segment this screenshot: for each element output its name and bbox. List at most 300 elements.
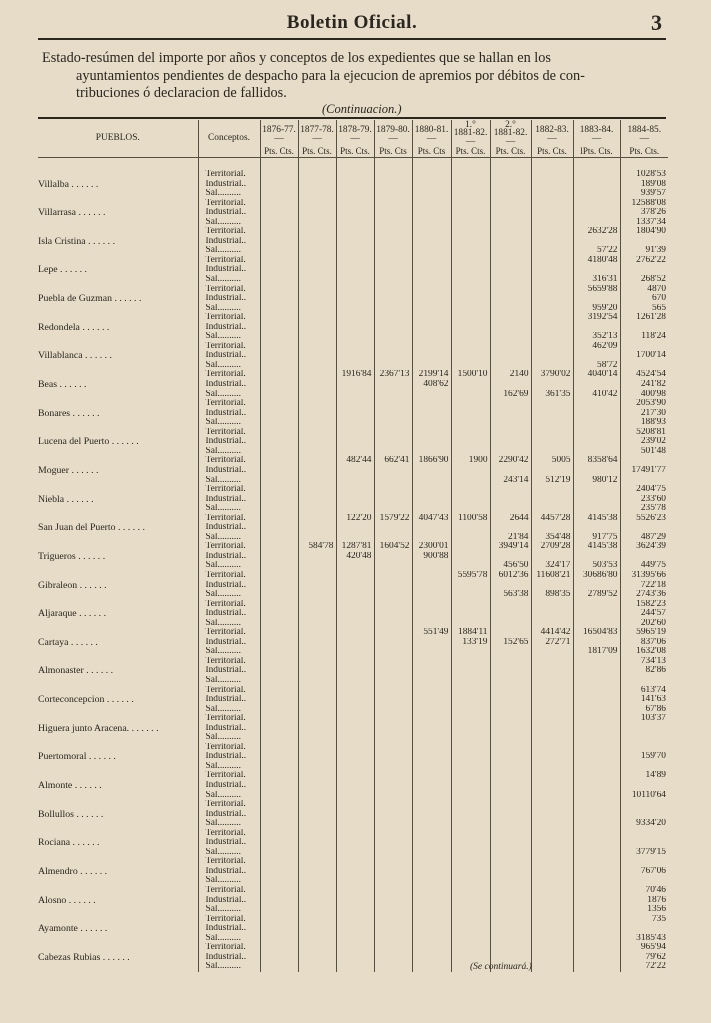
- intro-paragraph: [42, 50, 668, 103]
- town-name: [38, 590, 198, 600]
- town-name: [38, 523, 198, 533]
- concept-label: Industrial..: [198, 294, 260, 304]
- amount-cell: [336, 829, 374, 839]
- amount-cell: [451, 361, 490, 371]
- amount-cell: [298, 838, 336, 848]
- amount-cell: 900'88: [412, 552, 451, 562]
- amount-cell: [298, 265, 336, 275]
- amount-cell: [260, 380, 298, 390]
- amount-cell: [260, 705, 298, 715]
- amount-cell: 8358'64: [573, 456, 620, 466]
- concept-label: Territorial.: [198, 714, 260, 724]
- amount-cell: [336, 208, 374, 218]
- amount-cell: 243'14: [490, 476, 531, 486]
- town-name-text: Rociana: [38, 838, 71, 848]
- amount-cell: [336, 581, 374, 591]
- amount-cell: [260, 762, 298, 772]
- amount-cell: [336, 848, 374, 858]
- amount-cell: [336, 476, 374, 486]
- table-row: [38, 180, 668, 190]
- amount-cell: [260, 332, 298, 342]
- concept-label: Industrial..: [198, 237, 260, 247]
- amount-cell: [336, 342, 374, 352]
- amount-cell: [374, 237, 412, 247]
- amount-cell: [412, 781, 451, 791]
- amount-cell: [490, 552, 531, 562]
- concept-label: Industrial..: [198, 380, 260, 390]
- amount-cell: [490, 915, 531, 925]
- concept-label: Sal..........: [198, 791, 260, 801]
- amount-cell: [412, 924, 451, 934]
- amount-cell: [451, 733, 490, 743]
- table-row: [38, 246, 668, 256]
- amount-cell: [531, 781, 573, 791]
- town-name-text: Higuera junto Aracena.: [38, 723, 130, 734]
- town-name: [38, 733, 198, 743]
- town-name: [38, 476, 198, 486]
- amount-cell: [336, 485, 374, 495]
- concept-label: Territorial.: [198, 571, 260, 581]
- year-header: [490, 120, 531, 145]
- amount-cell: [374, 838, 412, 848]
- amount-cell: [298, 581, 336, 591]
- table-row: [38, 628, 668, 638]
- amount-cell: [412, 399, 451, 409]
- amount-cell: [412, 418, 451, 428]
- amount-cell: [490, 581, 531, 591]
- amount-cell: [374, 437, 412, 447]
- amount-cell: [412, 609, 451, 619]
- amount-cell: [531, 332, 573, 342]
- table-row: [38, 380, 668, 390]
- amount-cell: [451, 953, 490, 963]
- unit-label: lPts. Cts.: [573, 145, 620, 158]
- amount-cell: [374, 170, 412, 180]
- amount-cell: [260, 246, 298, 256]
- amount-cell: [490, 848, 531, 858]
- amount-cell: [298, 342, 336, 352]
- concept-label: Territorial.: [198, 915, 260, 925]
- amount-cell: [412, 189, 451, 199]
- amount-cell: [260, 466, 298, 476]
- amount-cell: 1900: [451, 456, 490, 466]
- concept-label: Territorial.: [198, 743, 260, 753]
- amount-cell: [336, 666, 374, 676]
- town-name: [38, 495, 198, 505]
- amount-cell: [298, 943, 336, 953]
- amount-cell: [451, 304, 490, 314]
- table-row: [38, 781, 668, 791]
- town-name: [38, 886, 198, 896]
- amount-cell: [412, 943, 451, 953]
- amount-cell: 487'29: [620, 533, 668, 543]
- amount-cell: [374, 447, 412, 457]
- concept-label: Territorial.: [198, 943, 260, 953]
- amount-cell: [298, 876, 336, 886]
- concept-label: Territorial.: [198, 800, 260, 810]
- amount-cell: 324'17: [531, 561, 573, 571]
- amount-cell: [260, 237, 298, 247]
- amount-cell: [412, 533, 451, 543]
- year-header: [412, 120, 451, 145]
- amount-cell: [374, 466, 412, 476]
- concept-label: Territorial.: [198, 456, 260, 466]
- amount-cell: [573, 294, 620, 304]
- amount-cell: [573, 867, 620, 877]
- amount-cell: [336, 628, 374, 638]
- amount-cell: [451, 476, 490, 486]
- amount-cell: [573, 819, 620, 829]
- spacer-row: [38, 158, 668, 171]
- amount-cell: 82'86: [620, 666, 668, 676]
- amount-cell: [298, 762, 336, 772]
- amount-cell: [260, 695, 298, 705]
- amount-cell: [260, 819, 298, 829]
- table-row: [38, 399, 668, 409]
- amount-cell: [490, 304, 531, 314]
- amount-cell: [451, 810, 490, 820]
- amount-cell: [573, 265, 620, 275]
- amount-cell: 5659'88: [573, 285, 620, 295]
- amount-cell: [336, 953, 374, 963]
- amount-cell: [490, 829, 531, 839]
- amount-cell: [260, 590, 298, 600]
- town-name: [38, 504, 198, 514]
- concept-label: Territorial.: [198, 542, 260, 552]
- amount-cell: [298, 199, 336, 209]
- concept-label: Sal..........: [198, 619, 260, 629]
- amount-cell: [451, 676, 490, 686]
- amount-cell: [573, 552, 620, 562]
- table-row: [38, 714, 668, 724]
- amount-cell: [490, 189, 531, 199]
- amount-cell: [412, 962, 451, 972]
- amount-cell: [260, 666, 298, 676]
- year-label: 1878-79.: [338, 125, 372, 135]
- header-dash: —: [547, 134, 557, 144]
- amount-cell: [298, 829, 336, 839]
- amount-cell: 449'75: [620, 561, 668, 571]
- amount-cell: [336, 743, 374, 753]
- table-row: [38, 657, 668, 667]
- amount-cell: [260, 265, 298, 275]
- town-name-text: Isla Cristina: [38, 236, 86, 247]
- amount-cell: 162'69: [490, 390, 531, 400]
- amount-cell: 3192'54: [573, 313, 620, 323]
- amount-cell: [412, 819, 451, 829]
- town-name: [38, 781, 198, 791]
- amount-cell: [412, 275, 451, 285]
- amount-cell: [412, 934, 451, 944]
- amount-cell: [336, 447, 374, 457]
- amount-cell: [374, 628, 412, 638]
- amount-cell: [374, 905, 412, 915]
- amount-cell: [490, 294, 531, 304]
- concept-label: Industrial..: [198, 609, 260, 619]
- amount-cell: [412, 896, 451, 906]
- amount-cell: [573, 934, 620, 944]
- amount-cell: 11608'21: [531, 571, 573, 581]
- amount-cell: [451, 332, 490, 342]
- amount-cell: [298, 332, 336, 342]
- amount-cell: [374, 647, 412, 657]
- amount-cell: [298, 962, 336, 972]
- amount-cell: [531, 466, 573, 476]
- amount-cell: [531, 962, 573, 972]
- amount-cell: 1356: [620, 905, 668, 915]
- amount-cell: [374, 924, 412, 934]
- amount-cell: [374, 504, 412, 514]
- leader-dots: . . . . . .: [70, 838, 100, 848]
- year-label: 1877-78.: [300, 125, 334, 135]
- amount-cell: [412, 447, 451, 457]
- table-row: [38, 743, 668, 753]
- table-row: [38, 514, 668, 524]
- amount-cell: [451, 351, 490, 361]
- amount-cell: [298, 485, 336, 495]
- amount-cell: [374, 418, 412, 428]
- town-name: [38, 227, 198, 237]
- amount-cell: [573, 657, 620, 667]
- amount-cell: [298, 752, 336, 762]
- town-name-text: Almendro: [38, 866, 78, 877]
- amount-cell: [298, 514, 336, 524]
- amount-cell: [336, 294, 374, 304]
- amount-cell: [490, 437, 531, 447]
- amount-cell: [298, 476, 336, 486]
- amount-cell: 2053'90: [620, 399, 668, 409]
- town-name-text: Aljaraque: [38, 609, 77, 619]
- concept-label: Industrial..: [198, 781, 260, 791]
- page-number: 3: [651, 10, 662, 35]
- amount-cell: [374, 323, 412, 333]
- amount-cell: [336, 733, 374, 743]
- amount-cell: [531, 867, 573, 877]
- amount-cell: 378'26: [620, 208, 668, 218]
- amount-cell: [412, 791, 451, 801]
- amount-cell: 2300'01: [412, 542, 451, 552]
- table-row: [38, 332, 668, 342]
- amount-cell: [531, 418, 573, 428]
- amount-cell: 959'20: [573, 304, 620, 314]
- amount-cell: [374, 724, 412, 734]
- amount-cell: 613'74: [620, 686, 668, 696]
- amount-cell: [298, 743, 336, 753]
- amount-cell: [412, 619, 451, 629]
- concept-label: Sal..........: [198, 762, 260, 772]
- amount-cell: [573, 208, 620, 218]
- amount-cell: [374, 695, 412, 705]
- amount-cell: [531, 838, 573, 848]
- amount-cell: [531, 924, 573, 934]
- table-row: [38, 857, 668, 867]
- amount-cell: [490, 218, 531, 228]
- concept-label: Industrial..: [198, 437, 260, 447]
- amount-cell: 1804'90: [620, 227, 668, 237]
- concept-label: Territorial.: [198, 857, 260, 867]
- amount-cell: [490, 342, 531, 352]
- amount-cell: [490, 447, 531, 457]
- amount-cell: [298, 771, 336, 781]
- town-name-text: Bonares: [38, 408, 71, 419]
- amount-cell: [531, 380, 573, 390]
- amount-cell: [374, 829, 412, 839]
- town-name: [38, 714, 198, 724]
- amount-cell: [451, 552, 490, 562]
- leader-dots: . . . . . .: [79, 322, 110, 333]
- town-name: [38, 199, 198, 209]
- amount-cell: [298, 208, 336, 218]
- amount-cell: [451, 275, 490, 285]
- town-name: [38, 189, 198, 199]
- amount-cell: [298, 399, 336, 409]
- amount-cell: 662'41: [374, 456, 412, 466]
- amount-cell: [374, 867, 412, 877]
- amount-cell: 4040'14: [573, 370, 620, 380]
- town-name: [38, 943, 198, 953]
- town-name-text: Niebla: [38, 494, 65, 505]
- amount-cell: [412, 857, 451, 867]
- amount-cell: [451, 848, 490, 858]
- amount-cell: [573, 791, 620, 801]
- amount-cell: [451, 265, 490, 275]
- table-row: [38, 791, 668, 801]
- amount-cell: [490, 896, 531, 906]
- town-name: [38, 447, 198, 457]
- amount-cell: [451, 934, 490, 944]
- table-row: [38, 351, 668, 361]
- table-row: [38, 294, 668, 304]
- amount-cell: [451, 762, 490, 772]
- amount-cell: [260, 714, 298, 724]
- amount-cell: [451, 666, 490, 676]
- amount-cell: [451, 657, 490, 667]
- concept-label: Sal..........: [198, 962, 260, 972]
- unit-label: Pts. Cts.: [336, 145, 374, 158]
- amount-cell: [531, 666, 573, 676]
- town-name-text: Moguer: [38, 465, 70, 476]
- amount-cell: [260, 409, 298, 419]
- concept-label: Industrial..: [198, 638, 260, 648]
- amount-cell: [374, 285, 412, 295]
- town-name: [38, 647, 198, 657]
- amount-cell: [298, 246, 336, 256]
- amount-cell: [260, 771, 298, 781]
- amount-cell: [412, 733, 451, 743]
- amount-cell: 268'52: [620, 275, 668, 285]
- amount-cell: 400'98: [620, 390, 668, 400]
- town-name: [38, 791, 198, 801]
- amount-cell: 2404'75: [620, 485, 668, 495]
- amount-cell: [573, 218, 620, 228]
- amount-cell: [490, 504, 531, 514]
- amount-cell: [490, 838, 531, 848]
- amount-cell: [336, 256, 374, 266]
- amount-cell: [531, 896, 573, 906]
- amount-cell: 2632'28: [573, 227, 620, 237]
- amount-cell: [336, 686, 374, 696]
- table-row: [38, 370, 668, 380]
- amount-cell: [336, 495, 374, 505]
- amount-cell: [336, 915, 374, 925]
- concept-label: Sal..........: [198, 189, 260, 199]
- amount-cell: [573, 399, 620, 409]
- amount-cell: [620, 781, 668, 791]
- amount-cell: [573, 876, 620, 886]
- table-row: [38, 285, 668, 295]
- amount-cell: [260, 924, 298, 934]
- concept-label: Territorial.: [198, 285, 260, 295]
- unit-label: Pts. Cts.: [531, 145, 573, 158]
- amount-cell: [336, 781, 374, 791]
- amount-cell: [336, 285, 374, 295]
- amount-cell: [260, 495, 298, 505]
- amount-cell: [374, 771, 412, 781]
- amount-cell: [490, 771, 531, 781]
- amount-cell: [374, 810, 412, 820]
- amount-cell: [412, 743, 451, 753]
- amount-cell: [620, 829, 668, 839]
- amount-cell: [260, 829, 298, 839]
- amount-cell: [531, 800, 573, 810]
- leader-dots: . . . . . .: [100, 952, 130, 963]
- amount-cell: 58'72: [573, 361, 620, 371]
- concept-label: Industrial..: [198, 180, 260, 190]
- amount-cell: [412, 476, 451, 486]
- amount-cell: [298, 571, 336, 581]
- amount-cell: [260, 857, 298, 867]
- amount-cell: [336, 265, 374, 275]
- amount-cell: [412, 170, 451, 180]
- amount-cell: 4180'48: [573, 256, 620, 266]
- amount-cell: [531, 323, 573, 333]
- leader-dots: . . . . . .: [112, 294, 142, 304]
- amount-cell: [298, 495, 336, 505]
- amount-cell: [260, 514, 298, 524]
- amount-cell: 3185'43: [620, 934, 668, 944]
- amount-cell: [573, 848, 620, 858]
- amount-cell: [531, 848, 573, 858]
- amount-cell: [620, 323, 668, 333]
- amount-cell: [573, 953, 620, 963]
- town-name: [38, 456, 198, 466]
- amount-cell: [451, 218, 490, 228]
- amount-cell: [374, 399, 412, 409]
- amount-cell: [490, 619, 531, 629]
- amount-cell: [531, 876, 573, 886]
- amount-cell: [531, 600, 573, 610]
- amount-cell: [573, 924, 620, 934]
- concept-label: Sal..........: [198, 418, 260, 428]
- amount-cell: [573, 199, 620, 209]
- amount-cell: [298, 638, 336, 648]
- amount-cell: [620, 361, 668, 371]
- amount-cell: [531, 647, 573, 657]
- amount-cell: [374, 676, 412, 686]
- amount-cell: [531, 886, 573, 896]
- amount-cell: [451, 686, 490, 696]
- amount-cell: [573, 896, 620, 906]
- amount-cell: [374, 342, 412, 352]
- unit-label: Pts. Cts: [412, 145, 451, 158]
- leader-dots: . . . . . .: [109, 437, 139, 447]
- amount-cell: [490, 686, 531, 696]
- amount-cell: [298, 180, 336, 190]
- amount-cell: [490, 876, 531, 886]
- leader-dots: . . . . . .: [115, 523, 145, 533]
- amount-cell: [298, 724, 336, 734]
- table-row: [38, 724, 668, 734]
